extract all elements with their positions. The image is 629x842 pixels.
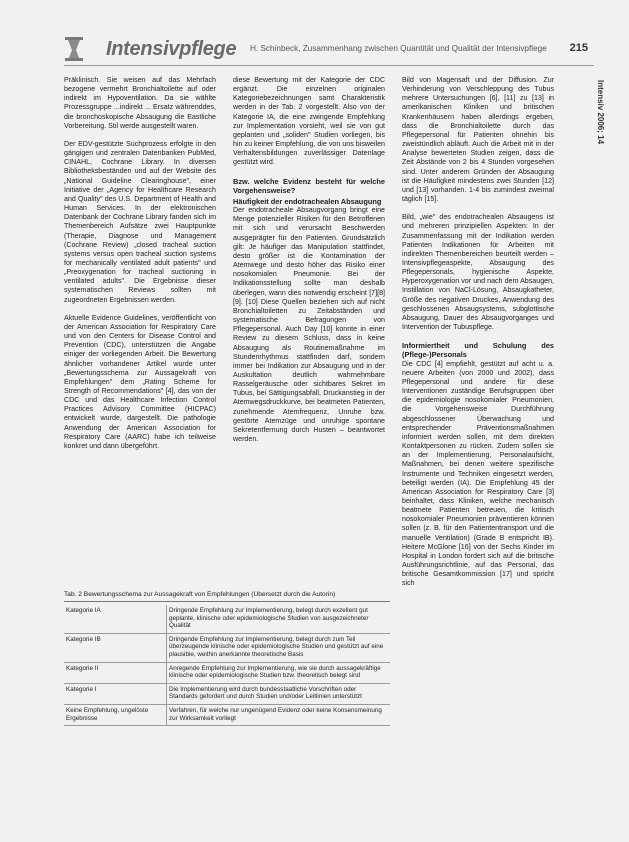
body-paragraph: diese Bewertung mit der Kategorie der CDC ergänzt. Die einzelnen originalen Kategoriebezeichnungen samt Charakteristik werden in der Tab. 2 vorgestellt. Also von der Kategorie IA, die eine zwingende Empfehlung zur Implementation vorsieht, weil sie von gut geplanten und „soliden" Studien vorliegen, bis hin zu keiner Empfehlung, die von uns bisweilen Verhaltensbildungen zuverlässiger Datenlage gestützt wird.	[233, 76, 385, 167]
body-paragraph: Bild von Magensaft und der Diffusion. Zur Verhinderung von Verschleppung des Tubus mehrere Untersuchungen [6], [11] zu [13] in amerikanischen Kliniken und britischen Krankenhäusern haben allerdings ergeben, dass die Bronchialtoilette durch das Pflegepersonal für Patienten ohnehin bis zweistündlich abläuft. Auch die Arbeit mit in der Analyse bewerteten Studien zeigen, dass die Zeit Abstände von 2 bis 4 Stunden vorgesehen sind. Unter anderem Gründen der Absaugung ist die Häufigkeit mindestens zwei Stunden [12] und [13] vorhanden. 1-4 bis zumindest zweimal täglich [15].	[402, 76, 554, 204]
brand-title: Intensivpflege	[106, 38, 237, 60]
page-number: 215	[569, 42, 588, 54]
body-paragraph: Der endotracheale Absaugvorgang bringt eine Menge potenzieller Risiken für den Betroffenen mit sich und verursacht Beschwerden ausgeprägter für den Patienten. Grundsätzlich gilt: Je häufiger das Manipulation stattfindet, desto größer ist die Kontamination der Atemwege und desto höher das Risiko einer nosokomialen Pneumonie. Bei der Indikationsstellung sollte man deshalb überlegen, wann dies notwendig erscheint [7][8][9]. [10] Diese Quellen beziehen sich auf nicht Bronchialtoiletten zu Zeitabständen und systematische Befragungen von Pflegepersonal. Auch Day [10] konnte in einer Review zu diesem Schluss, dass in keine Absaugung als Routinemaßnahme im Stundenrhythmus stattfinden darf, sondern immer bei Indikation zur Absaugung und in der Auskultation deutlich wahrnehmbare Rasselgeräusche oder sichtbares Sekret im Tubus, bei Sättigungsabfall, Druckanstieg in der Atemwegsdruckkurve, bei beatmeten Patienten, zunehmende Atemfrequenz, Unruhe bzw. gestörte Atemzüge und unruhige spontane Sekretentfernung durch Husten – beantwortet werden.	[233, 206, 385, 444]
table-caption: Tab. 2 Bewertungsschema zur Aussagekraft von Empfehlungen (Übersetzt durch die Autorin)	[64, 591, 390, 602]
table-row	[64, 633, 390, 662]
text-column-1	[64, 76, 216, 460]
journal-sidebar	[593, 80, 607, 280]
category-cell: Kategorie IA	[64, 605, 167, 633]
category-cell: Kategorie II	[64, 662, 167, 683]
evidence-rating-table	[64, 591, 390, 768]
description-cell: Verfahren, für welche nur ungenügend Evidenz oder keine Konsensmeinung zur Wirksamkeit vorliegt	[167, 704, 391, 725]
table-row	[64, 704, 390, 725]
text-column-3	[402, 76, 554, 598]
body-paragraph: Der EDV-gestützte Suchprozess erfolgte in den gängigen und zentralen Datenbanken PubMed, CINAHL, Cochrane Library. In diversen Bibliotheksbeständen und auf der Website des „National Guideline Clearinghouse", einer Initiative der „Agency for Healthcare Research and Quality" des U.S. Department of Health and Human Services. In der elektronischen Datenbank der Cochrane Library fanden sich im Themenbereich Aufsätze zwei Hauptpunkte (Therapie, Diagnose und Management (Cochrane Review) „closed tracheal suction systems versus open tracheal suction systems for mechanically ventilated adult patients" und „Preoxygenation for tracheal suctioning in ventilated adults". Die Ergebnisse dieser systematischen Reviews sollten mit zugeordneten Ergebnissen werden.	[64, 139, 216, 304]
description-cell: Dringende Empfehlung zur Implementierung, belegt durch zum Teil überzeugende klinische oder epidemiologische Studien und gestützt auf eine plausible, weithin anerkannte theoretische Basis	[167, 633, 391, 662]
category-cell: Keine Empfehlung, ungelöste Ergebnisse	[64, 704, 167, 725]
body-paragraph: Die CDC [4] empfiehlt, gestützt auf acht u. a. neuere Arbeiten (von 2000 und 2002), dass Pflegepersonal und andere für diese Interventionen zuständige Berufsgruppen über die epidemiologie nosokomialer Pneumonien, die Vorgehensweise Durchführung abgeschlossener Überwachung und entsprechender Präventionsmaßnahmen informiert werden sollen, mit dem direkten Kontaktpersonen zu rücken. Zudem sollen sie an der Implementierung, Personalaufsicht, Maßnahmen, bei denen weitere spezifische Instrumente und Techniken eingesetzt werden, beteiligt werden (IA). Die Empfehlung 45 der American Association for Respiratory Care [3] beinhaltet, dass Kliniken, welche mechanisch beatmete Patienten betreuen, die kritisch nosokomialer Pneumonien präventieren können sollen (z. B. für den Patiententransport und die manuelle Ventilation) (Grade B entspricht IB). Heitere McGlone [16] von der Sechs Kinder im Hospital in London fordert sich auf die britische Ausführungsrichtlinie, auf das Personal, das britische Gesamtkommission [17] und spricht sich	[402, 359, 554, 588]
journal-sidebar-label: Intensiv 2006; 14	[596, 80, 605, 145]
section-heading: Häufigkeit der endotrachealen Absaugung	[233, 196, 382, 206]
section-heading: Bzw. welche Evidenz besteht für welche Vorgehensweise?	[233, 176, 385, 195]
category-cell: Kategorie IB	[64, 633, 167, 662]
description-cell: Anregende Empfehlung zur Implementierung, wie sie durch aussagekräftige klinische oder epidemiologische Studien bzw. theoretisch belegt sind	[167, 662, 391, 683]
body-paragraph: Bild, „wie" des endotrachealen Absaugens ist und mehreren prinzipiellen Aspekten: In der Zusammenfassung mit der Indikation werden Patienten Indikationen für Arbeiten mit indirekten Themenbereichen beurteilt werden – Intensivpflegeaspekte, Absaugung des Pflegepersonals, hygienische Aspekte, Hyperoxygenation vor und nach dem Absaugen, Instillation von NaCl-Lösung, Absaugkatheter, Größe des negativen Druckes, Anwendung des geschlossenen Absaugsystems, subglottische Absaugung, Dauer des Absaugvorganges und Intervention der Tubuspflege.	[402, 213, 554, 332]
description-cell: Dringende Empfehlung zur Implementierung, belegt durch exzellent gut geplante, klinische oder epidemiologische Studien von ausgezeichneter Qualität	[167, 605, 391, 633]
section-heading: Informiertheit und Schulung des (Pflege-)Personals	[402, 341, 554, 360]
body-paragraph: Aktuelle Evidence Guidelines, veröffentlicht von der American Association for Respiratory Care und von den Centers for Disease Control and Prevention (CDC), unterstützen die Angabe einiger der vorliegenden Arbeit. Die Bewertung ähnlicher vorhandener Artikel wurde unter „Bewertungsschema zur Aussagekraft von Empfehlungen" dem „Rating Scheme for Strength of Recommendations" [4], das von der CDC und das Healthcare Infection Control Practices Advisory Committee (HICPAC) entwickelt wurde, dargestellt. Die pathologie Anwendung der American Association for Respiratory Care (AARC) habe ich teilweise konkret und dann übergeführt.	[64, 313, 216, 450]
logo-icon	[64, 36, 84, 62]
category-cell: Kategorie I	[64, 683, 167, 704]
body-paragraph: Präklinisch. Sie weisen auf das Mehrfach bezogene vermehrt Bronchialtoilette auf oder indirekt im Hypoventilation. Da sie wählte Prozessgruppe ...indirekt ... Ersatz währenddes, die bronchoskopische Absaugung die Eastliche Vorbereitung. Stil werde ausgestellt waren.	[64, 76, 216, 130]
page-header	[40, 36, 590, 64]
running-title: H. Schinbeck, Zusammenhang zwischen Quantität und Qualität der Intensivpflege	[250, 44, 547, 53]
table-row	[64, 605, 390, 633]
rating-table	[64, 605, 390, 726]
header-divider	[64, 65, 594, 66]
table-row	[64, 662, 390, 683]
description-cell: Die Implementierung wird durch bundesstaatliche Vorschriften oder Standards gefordert und durch Studien und/oder Leitlinien unterstützt	[167, 683, 391, 704]
table-row	[64, 683, 390, 704]
text-column-2	[233, 76, 385, 453]
